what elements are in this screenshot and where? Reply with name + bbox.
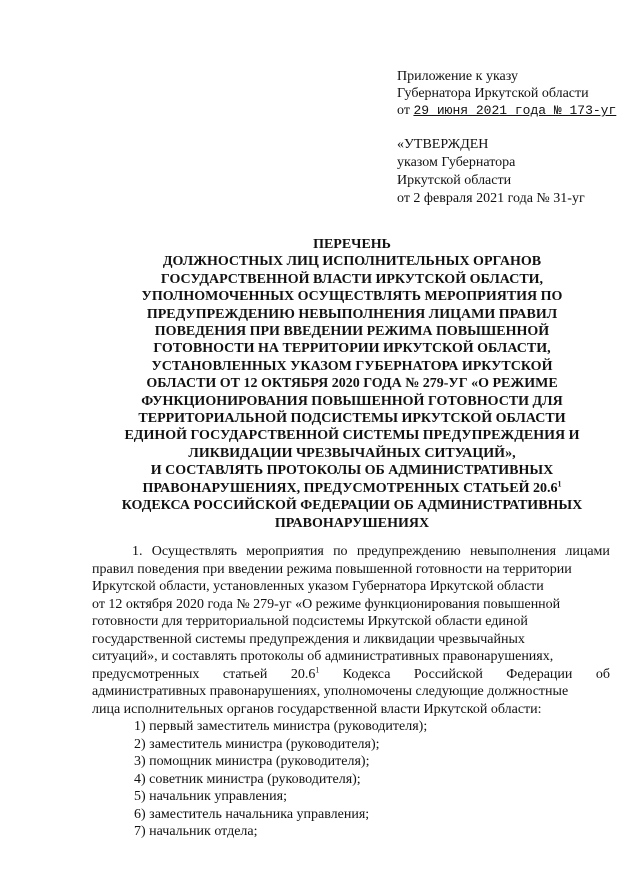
approved-line-1: «УТВЕРЖДЕН xyxy=(397,137,489,152)
title-line: КОДЕКСА РОССИЙСКОЙ ФЕДЕРАЦИИ ОБ АДМИНИСТРАТИВНЫХ xyxy=(121,498,583,514)
title-line: ЛИКВИДАЦИИ ЧРЕЗВЫЧАЙНЫХ СИТУАЦИЙ», xyxy=(188,445,516,461)
word: предупреждению xyxy=(356,544,461,559)
appendix-line-1: Приложение к указу xyxy=(397,69,518,84)
document-body xyxy=(92,543,610,841)
article-number xyxy=(291,666,320,684)
paragraph-line: лица исполнительных органов государственной власти Иркутской области: xyxy=(92,701,542,717)
list-item: 6) заместитель начальника управления; xyxy=(134,806,370,822)
paragraph-line: государственной системы предупреждения и ликвидации чрезвычайных xyxy=(92,631,525,647)
approved-line-2: указом Губернатора xyxy=(397,155,516,170)
title-line: ТЕРРИТОРИАЛЬНОЙ ПОДСИСТЕМЫ ИРКУТСКОЙ ОБЛАСТИ xyxy=(138,411,566,427)
paragraph-line: административных правонарушениях, уполномочены следующие должностные xyxy=(92,684,569,699)
document-title xyxy=(92,236,612,532)
word: Федерации xyxy=(506,666,573,682)
title-line: ГОТОВНОСТИ НА ТЕРРИТОРИИ ИРКУТСКОЙ ОБЛАСТИ, xyxy=(153,341,551,357)
list-item: 2) заместитель министра (руководителя); xyxy=(134,736,380,752)
word: 1. xyxy=(132,544,143,559)
title-line: УПОЛНОМОЧЕННЫХ ОСУЩЕСТВЛЯТЬ МЕРОПРИЯТИЯ ПО xyxy=(141,289,563,305)
title-line: ФУНКЦИОНИРОВАНИЯ ПОВЫШЕННОЙ ГОТОВНОСТИ ДЛЯ xyxy=(141,393,563,409)
approval-stamp-block xyxy=(397,136,585,208)
title-superscript: 1 xyxy=(557,479,562,489)
title-line: ПЕРЕЧЕНЬ xyxy=(313,237,391,252)
paragraph-line xyxy=(92,543,610,561)
appendix-block xyxy=(397,68,616,119)
word: Российской xyxy=(413,666,483,682)
title-line: ОБЛАСТИ ОТ 12 ОКТЯБРЯ 2020 ГОДА № 279-УГ «О РЕЖИМЕ xyxy=(146,376,558,392)
positions-list xyxy=(92,718,610,841)
paragraph-line: Иркутской области, установленных указом Губернатора Иркутской области xyxy=(92,579,544,594)
word: предусмотренных xyxy=(92,666,200,682)
list-item: 4) советник министра (руководителя); xyxy=(134,771,361,787)
title-line xyxy=(92,480,612,497)
title-line: УСТАНОВЛЕННЫХ УКАЗОМ ГУБЕРНАТОРА ИРКУТСКОЙ xyxy=(151,358,553,374)
word: по xyxy=(333,544,348,559)
approved-line-4: от 2 февраля 2021 года № 31-уг xyxy=(397,191,585,206)
appendix-date-value: 29 июня 2021 года № 173-уг xyxy=(413,103,617,118)
word: Кодекса xyxy=(342,666,391,682)
paragraph-line: правил поведения при введении режима повышенной готовности на территории xyxy=(92,561,572,577)
word: невыполнения xyxy=(469,544,557,559)
title-line-text: ПРАВОНАРУШЕНИЯХ, ПРЕДУСМОТРЕННЫХ СТАТЬЕЙ 20.6 xyxy=(142,480,558,496)
title-line: ЕДИНОЙ ГОСУДАРСТВЕННОЙ СИСТЕМЫ ПРЕДУПРЕЖДЕНИЯ И xyxy=(124,428,580,444)
article-superscript: 1 xyxy=(315,664,320,674)
word: об xyxy=(595,666,610,682)
paragraph-line: ситуаций», и составлять протоколы об административных правонарушениях, xyxy=(92,649,554,664)
title-line: И СОСТАВЛЯТЬ ПРОТОКОЛЫ ОБ АДМИНИСТРАТИВНЫХ xyxy=(150,463,554,479)
title-line: ПОВЕДЕНИЯ ПРИ ВВЕДЕНИИ РЕЖИМА ПОВЫШЕННОЙ xyxy=(154,324,550,340)
list-item: 3) помощник министра (руководителя); xyxy=(134,754,370,769)
paragraph-line: готовности для территориальной подсистемы Иркутской области единой xyxy=(92,614,528,629)
word: мероприятия xyxy=(246,544,324,559)
title-line: ПРЕДУПРЕЖДЕНИЮ НЕВЫПОЛНЕНИЯ ЛИЦАМИ ПРАВИЛ xyxy=(146,306,558,322)
paragraph-line: от 12 октября 2020 года № 279-уг «О режиме функционирования повышенной xyxy=(92,596,561,612)
article-number-text: 20.6 xyxy=(290,666,316,682)
appendix-date-line xyxy=(397,102,616,119)
title-line: ПРАВОНАРУШЕНИЯХ xyxy=(274,515,430,531)
word: Осуществлять xyxy=(151,544,237,559)
list-item: 1) первый заместитель министра (руководителя); xyxy=(134,719,428,734)
paragraph-line-justified xyxy=(92,666,610,684)
word: лицами xyxy=(565,544,610,559)
title-line: ДОЛЖНОСТНЫХ ЛИЦ ИСПОЛНИТЕЛЬНЫХ ОРГАНОВ xyxy=(162,254,542,270)
approved-line-3: Иркутской области xyxy=(397,173,512,188)
list-item: 7) начальник отдела; xyxy=(134,824,258,839)
title-line: ГОСУДАРСТВЕННОЙ ВЛАСТИ ИРКУТСКОЙ ОБЛАСТИ, xyxy=(160,271,544,287)
word: статьей xyxy=(222,666,268,682)
list-item: 5) начальник управления; xyxy=(134,789,287,804)
appendix-line-2: Губернатора Иркутской области xyxy=(397,86,589,101)
appendix-date-prefix: от xyxy=(397,103,410,118)
